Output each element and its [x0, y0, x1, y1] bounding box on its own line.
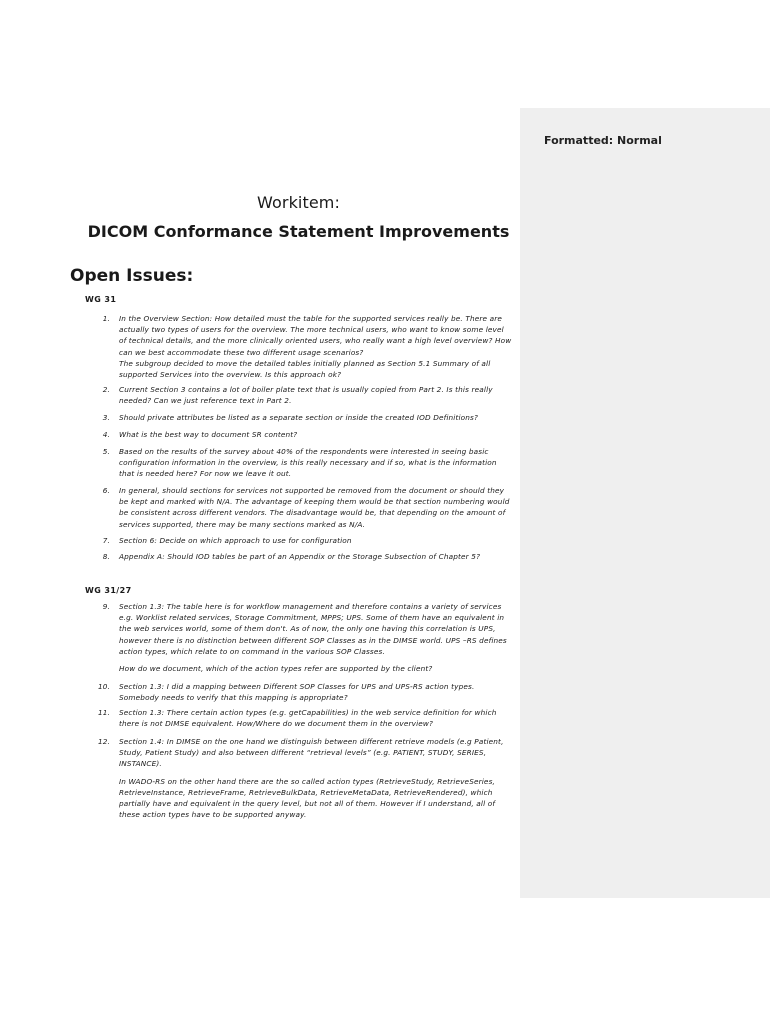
issue-item: [92, 412, 512, 423]
issue-item: [92, 551, 512, 562]
issue-text: Section 1.3: There certain action types (e.g. getCapabilities) in the web service definition for which there is not DIMSE equivalent. How/Where do we document them in the overview?: [119, 708, 497, 729]
issue-number: 4.: [102, 430, 110, 439]
issue-text: Appendix A: Should IOD tables be part of an Appendix or the Storage Subsection of Chapter 5?: [119, 552, 481, 561]
issue-text: The subgroup decided to move the detailed tables initially planned as Section 5.1 Summary of all supported Services into the overview. Is this approach ok?: [119, 358, 491, 380]
comment-pane[interactable]: [520, 108, 770, 898]
issue-item: [92, 446, 512, 480]
open-issues-heading: Open Issues:: [70, 266, 194, 286]
issue-text: In the Overview Section: How detailed must the table for the supported services really be. There are actually two types of users for the overview. The more technical users, who want to know some level of technical details, and the more clinically oriented users, who really want a high level overview? How can we best accommodate these two different usage scenarios?: [119, 314, 512, 357]
issue-number: 2.: [102, 385, 110, 394]
issue-text: In general, should sections for services not supported be removed from the document or should they be kept and marked with N/A. The advantage of keeping them would be that section numbering would be consistent across different vendors. The disadvantage would be, that depending on the amount of services supported, there may be many sections marked as N/A.: [119, 486, 510, 529]
issue-number: 1.: [102, 314, 110, 323]
issue-number: 9.: [102, 602, 110, 611]
issue-text: In WADO-RS on the other hand there are the so called action types (RetrieveStudy, RetrieveSeries, RetrieveInstance, RetrieveFrame, RetrieveBulkData, RetrieveMetaData, RetrieveRendered), which partially have and equivalent in the query level, but not all of them. However if I understand, all of these action types have to be supported anyway.: [119, 776, 496, 820]
issue-item: [92, 429, 512, 440]
issue-text: Section 1.3: The table here is for workflow management and therefore contains a variety of services e.g. Worklist related services, Storage Commitment, MPPS; UPS. Some of them have an equivalent in the web services world, some of them don't. As of now, the only one having this correlation is UPS, however there is no distinction between different SOP Classes as in the DIMSE world. UPS –RS defines action types, which relate to on command in the various SOP Classes.: [119, 602, 507, 656]
issue-text: Section 1.4: In DIMSE on the one hand we distinguish between different retrieve models (e.g Patient, Study, Patient Study) and also between different “retrieval levels” (e.g. PATIENT, STUDY, SERIES, INSTANCE).: [119, 737, 504, 769]
issue-number: 7.: [102, 536, 110, 545]
document-title: DICOM Conformance Statement Improvements: [87, 222, 510, 241]
issue-item: [92, 601, 512, 674]
issue-number: 3.: [102, 413, 110, 422]
issue-item: [92, 535, 512, 546]
issue-number: 6.: [102, 486, 110, 495]
issue-item: [92, 384, 512, 406]
issue-text: Section 6: Decide on which approach to use for configuration: [119, 536, 352, 545]
working-group-label: WG 31/27: [85, 586, 132, 595]
issue-item: [92, 485, 512, 530]
issue-text: Section 1.3: I did a mapping between Different SOP Classes for UPS and UPS-RS action types. Somebody needs to verify that this mapping is appropriate?: [119, 682, 475, 703]
issue-item: [92, 681, 512, 703]
issue-text: What is the best way to document SR content?: [119, 430, 298, 439]
issue-item: [92, 313, 512, 380]
issue-item: [92, 707, 512, 729]
issue-text: How do we document, which of the action types refer are supported by the client?: [119, 664, 433, 674]
issue-text: Should private attributes be listed as a separate section or inside the created IOD Definitions?: [119, 413, 479, 422]
working-group-label: WG 31: [85, 295, 117, 304]
issue-number: 10.: [97, 682, 110, 691]
comment-format-label: Formatted: Normal: [544, 134, 662, 147]
issue-number: 12.: [97, 737, 110, 746]
issue-text: Based on the results of the survey about 40% of the respondents were interested in seeing basic configuration information in the overview, is this really necessary and if so, what is the information that is needed here? For now we leave it out.: [119, 447, 497, 479]
workitem-label: Workitem:: [257, 193, 340, 212]
issue-number: 5.: [102, 447, 110, 456]
issue-item: [92, 736, 512, 820]
issue-number: 11.: [97, 708, 110, 717]
issue-text: Current Section 3 contains a lot of boiler plate text that is usually copied from Part 2. Is this really needed? Can we just reference text in Part 2.: [119, 385, 493, 406]
issue-number: 8.: [102, 552, 110, 561]
